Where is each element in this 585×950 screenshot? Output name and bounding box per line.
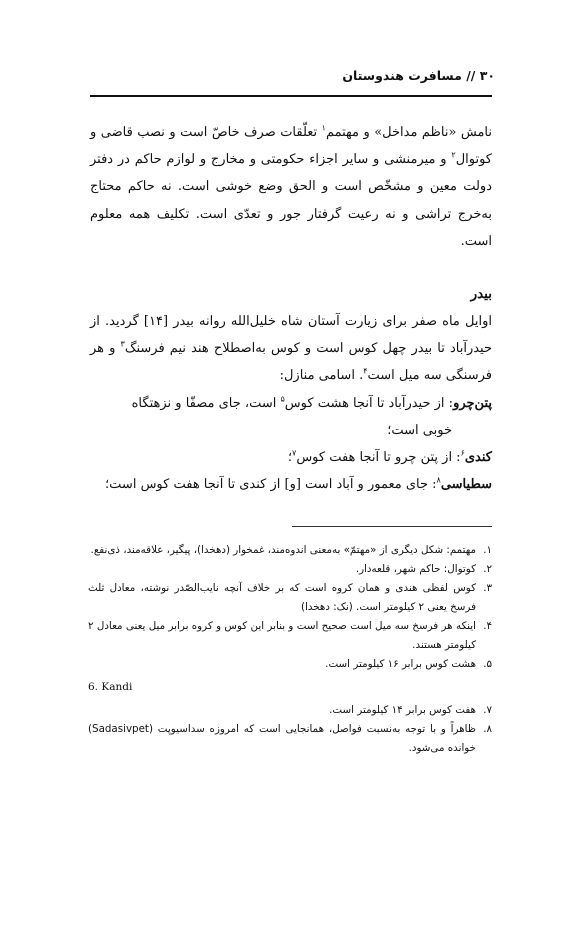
- footnote-item: [88, 560, 492, 579]
- paragraph-1: [90, 119, 492, 255]
- footnote-number: ۷.: [483, 704, 492, 716]
- stop-text: : از حیدرآباد تا آنجا هشت کوس: [284, 395, 454, 411]
- stop-name: سطیاسی: [440, 477, 492, 493]
- footnotes-list: [88, 541, 492, 758]
- footnote-text: مهتمم: شکل دیگری از «مهتمّ» به‌معنی اندوه‌مند، غمخوار (دهخدا)، پیگیر، علاقه‌مند، ذی‌نفع.: [90, 544, 476, 556]
- stop-item: [90, 390, 492, 444]
- section-bidar: [90, 281, 492, 498]
- footnote-text: ظاهراً و با توجه به‌نسبت فواصل، همانجایی است که امروزه سداسیوپت (Sadasivpet) خوانده می‌شود.: [88, 723, 476, 754]
- footnote-text: کوس لفظی هندی و همان کروه است که بر خلاف آنچه نایب‌الصّدر نوشته، معادل ثلث فرسخ یعنی ۲ کیلومتر است. (نک: دهخدا): [88, 582, 476, 613]
- text-run: نامش «ناظم مداخل» و مهتمم: [325, 125, 493, 140]
- footnote-ref[interactable]: ۱: [321, 123, 326, 133]
- stop-text: : از پتن چرو تا آنجا هفت کوس: [296, 450, 461, 466]
- footnote-text: هفت کوس برابر ۱۴ کیلومتر است.: [329, 704, 476, 716]
- footnote-ref[interactable]: ۵: [280, 394, 285, 404]
- footnote-item: [88, 617, 492, 655]
- running-header: [90, 68, 495, 88]
- footnote-ref[interactable]: ۷: [292, 448, 297, 458]
- section-heading: بیدر: [470, 286, 492, 302]
- footnote-item: [88, 674, 492, 701]
- footnote-text: کوتوال: حاکم شهر، قلعه‌دار.: [355, 563, 476, 575]
- footnote-number: ۸.: [483, 723, 492, 735]
- text-run: اوایل ماه صفر برای زیارت آستان شاه خلیل‌الله روانه بیدر [۱۴] گردید. از حیدرآباد تا بیدر چهل کوس است و کوس به‌اصطلاح هند نیم فرسنگ: [90, 314, 493, 357]
- text-run: . اسامی منازل:: [279, 368, 364, 384]
- paragraph-text: [90, 119, 492, 255]
- text-run: و میرمنشی و سایر اجزاء حکومتی و مخارج و لوازم حاکم در دفتر دولت معین و مشخّص است و الحق وضع خوشی است. نه حاکم محتاج به‌خرج تراشی و نه رعیت گرفتار جور و تعدّی است. تکلیف همه معلوم است.: [90, 152, 492, 249]
- footnote-item: [88, 579, 492, 617]
- footnote-item: [88, 701, 492, 720]
- text-run: و هر فرسنگی سه میل است: [90, 341, 492, 384]
- stop-text: است، جای مصفّا و نزهتگاه: [131, 395, 281, 411]
- footnote-text: اینکه هر فرسخ سه میل است صحیح است و بنابر این کوس و کروه برابر میل یعنی معادل ۲ کیلومتر هستند.: [88, 620, 476, 651]
- footnote-item: [88, 720, 492, 758]
- footnote-item: [88, 541, 492, 560]
- footnote-ref[interactable]: ۶: [460, 448, 465, 458]
- header-rule: [90, 95, 492, 97]
- footnote-ref[interactable]: ۳: [120, 339, 125, 349]
- section-intro: [90, 308, 492, 390]
- page-title: ۳۰ // مسافرت هندوستان: [342, 68, 495, 83]
- stop-text-continued: خوبی است؛: [387, 422, 452, 438]
- stops-list: [90, 390, 492, 499]
- stop-text: ؛: [287, 450, 293, 466]
- footnote-text: هشت کوس برابر ۱۶ کیلومتر است.: [325, 658, 476, 670]
- footnote-ref[interactable]: ۲: [451, 150, 456, 160]
- footnote-number: ۲.: [483, 563, 492, 575]
- footnote-number: ۴.: [483, 620, 492, 632]
- stop-item: [90, 444, 492, 471]
- stop-text: : جای معمور و آباد است [و] از کندی تا آنجا هفت کوس است؛: [105, 477, 437, 493]
- footnote-separator: [292, 526, 492, 527]
- stop-name: پتن‌چرو: [453, 395, 492, 411]
- footnote-ref[interactable]: ۴: [363, 367, 368, 377]
- stop-name: کندی: [464, 450, 492, 466]
- footnote-item: [88, 655, 492, 674]
- footnote-number: ۱.: [483, 544, 492, 556]
- footnote-text: 6. Kandi: [88, 681, 133, 693]
- footnote-ref[interactable]: ۸: [436, 475, 441, 485]
- footnote-number: ۵.: [483, 658, 492, 670]
- text-run: تعلّقات صرف خاصّ است و نصب قاضی و کوتوال: [90, 125, 492, 168]
- footnote-number: ۳.: [483, 582, 492, 594]
- stop-item: [90, 471, 492, 498]
